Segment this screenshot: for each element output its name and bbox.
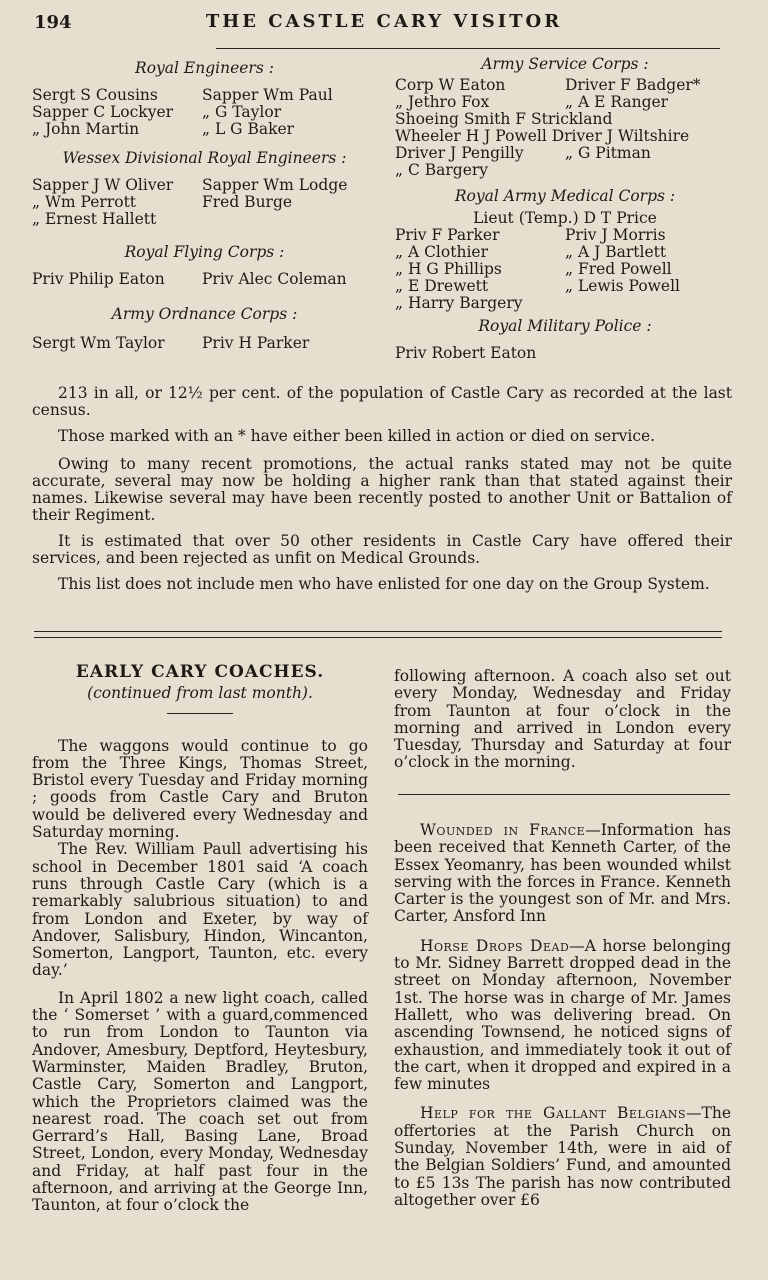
roll-row: „ H G Phillips „ Fred Powell <box>395 260 672 278</box>
publication-title: THE CASTLE CARY VISITOR <box>205 11 563 32</box>
column-rule <box>398 794 730 795</box>
section-heading-wessex-engineers: Wessex Divisional Royal Engineers : <box>62 149 347 167</box>
right-unit-column <box>395 56 735 362</box>
header-rule <box>216 48 720 49</box>
note-rejected: It is estimated that over 50 other residents in Castle Cary have offered their services, and been rejected as unfit on Medical Grounds. <box>32 532 732 567</box>
roll-row: Sergt Wm Taylor Priv H Parker <box>32 334 310 352</box>
section-rule <box>34 637 722 638</box>
news-heading: Horse Drops Dead <box>420 936 570 955</box>
coaches-paragraph: following afternoon. A coach also set out every Monday, Wednesday and Friday from Taunton at four o’clock in the morning and arrived in London every Tuesday, Thursday and Saturday at four o’clock in the morning. <box>394 667 731 772</box>
medical-corps-lead: Lieut (Temp.) D T Price <box>473 209 657 227</box>
note-asterisk: Those marked with an * have either been killed in action or died on service. <box>58 427 656 445</box>
news-item: Horse Drops Dead—A horse belonging to Mr. Sidney Barrett dropped dead in the street on Monday afternoon, November 1st. The horse was in charge of Mr. James Hallett, who was delivering bread. On ascending Townsend, he noticed signs of exhaustion, and immediately took it out of the cart, when it dropped and expired in a few minutes <box>394 936 731 1094</box>
roll-row: Sapper C Lockyer „ G Taylor <box>32 103 282 121</box>
section-heading-army-service-corps: Army Service Corps : <box>481 55 649 73</box>
section-heading-army-ordnance-corps: Army Ordnance Corps : <box>111 305 298 323</box>
section-heading-royal-army-medical-corps: Royal Army Medical Corps : <box>454 187 676 205</box>
page-header <box>0 8 768 38</box>
news-column <box>394 822 731 1209</box>
page-number: 194 <box>34 12 72 33</box>
roll-row: Priv Robert Eaton <box>395 344 537 362</box>
left-unit-column <box>32 60 377 352</box>
roll-row: „ C Bargery <box>395 161 489 179</box>
roll-row: „ Ernest Hallett <box>32 210 157 228</box>
roll-row: Driver J Pengilly „ G Pitman <box>395 144 651 162</box>
article-title: EARLY CARY COACHES. <box>75 662 325 682</box>
coaches-paragraph: The Rev. William Paull advertising his school in December 1801 said ‘A coach runs through Castle Cary (which is a remarkably salubrious situation) to and from London and Exeter, by way of Andover, Salisbury, Hindon, Wincanton, Somerton, Langport, Taunton, etc. every day.’ <box>32 840 368 980</box>
section-heading-royal-military-police: Royal Military Police : <box>478 317 652 335</box>
roll-row: Priv Philip Eaton Priv Alec Coleman <box>32 270 347 288</box>
section-heading-royal-engineers: Royal Engineers : <box>135 59 274 77</box>
roll-row: Corp W Eaton Driver F Badger* <box>395 76 701 94</box>
roll-row: Sergt S Cousins Sapper Wm Paul <box>32 86 333 104</box>
roll-row: Priv F Parker Priv J Morris <box>395 226 666 244</box>
roll-row: „ A Clothier „ A J Bartlett <box>395 243 667 261</box>
coaches-article <box>32 664 368 1215</box>
section-heading-royal-flying-corps: Royal Flying Corps : <box>124 243 285 261</box>
coaches-paragraph: The waggons would continue to go from the Three Kings, Thomas Street, Bristol every Tuesday and Friday morning ; goods from Castle Cary and Bruton would be delivered every Wednesday and Saturday morning. <box>32 736 368 842</box>
roll-row: „ Harry Bargery <box>395 294 523 312</box>
roll-row: „ Wm Perrott Fred Burge <box>32 193 293 211</box>
roll-row: „ E Drewett „ Lewis Powell <box>395 277 681 295</box>
coaches-continuation <box>394 668 731 772</box>
news-item: Wounded in France—Information has been received that Kenneth Carter, of the Essex Yeomanry, has been wounded whilst serving with the forces in France. Kenneth Carter is the youngest son of Mr. and Mrs. Carter, Ansford Inn <box>394 821 731 926</box>
news-heading: Wounded in France <box>420 821 586 839</box>
title-rule <box>167 713 233 714</box>
note-group-system: This list does not include men who have enlisted for one day on the Group System. <box>58 575 710 593</box>
section-rule <box>34 631 722 632</box>
roll-row: Sapper J W Oliver Sapper Wm Lodge <box>32 176 348 194</box>
roll-row: Wheeler H J Powell Driver J Wiltshire <box>395 127 690 145</box>
coaches-paragraph: In April 1802 a new light coach, called the ‘ Somerset ’ with a guard,commenced to run from London to Taunton via Andover, Amesbury, Deptford, Heytesbury, Warminster, Maiden Bradley, Bruton, Castle Cary, Somerton and Langport, which the Proprietors claimed was the nearest road. The coach set out from Gerrard’s Hall, Basing Lane, Broad Street, London, every Monday, Wednesday and Friday, at half past four in the afternoon, and arriving at the George Inn, Taunton, at four o’clock the <box>32 988 368 1215</box>
article-subtitle: (continued from last month). <box>87 684 313 703</box>
roll-row: „ John Martin „ L G Baker <box>32 120 295 138</box>
note-total: 213 in all, or 12½ per cent. of the population of Castle Cary as recorded at the last census. <box>32 384 732 419</box>
roll-row: „ Jethro Fox „ A E Ranger <box>395 93 669 111</box>
note-ranks: Owing to many recent promotions, the actual ranks stated may not be quite accurate, several may now be holding a higher rank than that stated against their names. Likewise several may have been recently posted to another Unit or Battalion of their Regiment. <box>32 455 732 524</box>
roll-row: Shoeing Smith F Strickland <box>395 110 613 128</box>
news-item: Help for the Gallant Belgians—The offertories at the Parish Church on Sunday, November 14th, were in aid of the Belgian Soldiers’ Fund, and amounted to £5 13s The parish has now contributed altogether over £6 <box>394 1104 731 1209</box>
news-heading: Help for the Gallant Belgians <box>420 1104 686 1123</box>
